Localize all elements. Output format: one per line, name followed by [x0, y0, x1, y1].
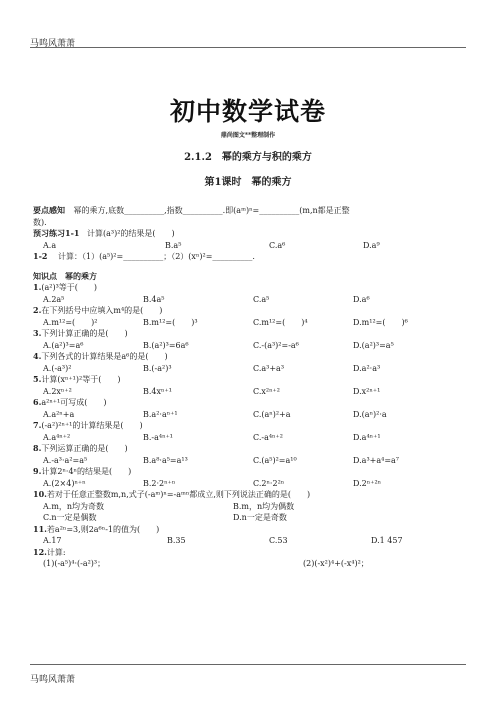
option: C.(a⁵)²=a¹⁰: [253, 455, 297, 465]
option: A.a²ⁿ+a: [43, 409, 75, 419]
option: D.a³+a⁴=a⁷: [353, 455, 400, 465]
option: C.a⁵: [253, 294, 270, 304]
option: B.a⁸·a⁵=a¹³: [143, 455, 188, 465]
option: A.2xⁿ⁺²: [43, 386, 72, 396]
practice-label: 1-2: [33, 251, 48, 261]
question-5: [33, 374, 473, 386]
page-header: 马鸣风萧萧: [30, 39, 76, 49]
question-stem: (-a²)²ⁿ⁺¹的计算结果是( ): [41, 421, 143, 430]
option: C.-(a³)²=-a⁶: [253, 340, 299, 350]
question-stem: 下列各式的计算结果是a⁶的是( ): [41, 352, 168, 361]
intro-label: 要点感知: [33, 205, 65, 215]
option: C.a⁶: [269, 240, 286, 250]
question-stem: 计算(xⁿ⁺¹)²等于( ): [41, 375, 121, 384]
option: C.-a⁴ⁿ⁺²: [253, 432, 283, 442]
document-subtitle: 鼎尚图文**整理制作: [220, 132, 276, 139]
option: A.17: [43, 536, 62, 545]
option: D.(aⁿ)²·a: [353, 409, 387, 419]
question-7-options: [33, 432, 473, 444]
question-8-options: [33, 455, 473, 467]
option: B.2·2ⁿ⁺ⁿ: [143, 478, 176, 488]
question-9: [33, 466, 473, 478]
option: D.a⁹: [363, 240, 380, 250]
question-4-options: [33, 363, 473, 375]
section-title: 2.1.2 幂的乘方与积的乘方: [184, 152, 312, 163]
question-1-options: [33, 294, 473, 306]
option: D.x²ⁿ⁺¹: [353, 386, 381, 396]
intro-text-cont: 数).: [33, 217, 47, 227]
question-number: 8.: [33, 443, 42, 453]
question-9-options: [33, 478, 473, 490]
question-10-options-a: [33, 501, 473, 513]
practice-1-1: [33, 228, 473, 240]
option: D.1 457: [371, 536, 403, 545]
option: D.2ⁿ⁺²ⁿ: [353, 478, 382, 488]
question-number: 6.: [33, 397, 42, 407]
option: B.(a²)³=6a⁶: [143, 340, 189, 350]
question-number: 7.: [33, 420, 42, 430]
question-3: [33, 328, 473, 340]
sub-question: (2)(-x²)⁴+(-x⁴)²；: [303, 559, 369, 568]
option: A.a: [43, 240, 57, 250]
question-3-options: [33, 340, 473, 352]
question-11: [33, 524, 473, 536]
question-stem: 计算:: [46, 547, 66, 557]
option: A.m，n均为奇数: [43, 501, 105, 511]
option: B.(-a²)³: [143, 363, 172, 373]
intro-line-1-cont: [33, 217, 473, 229]
question-number: 11.: [33, 523, 47, 534]
question-number: 12.: [33, 546, 47, 557]
practice-label: 预习练习1-1: [33, 228, 80, 238]
question-6: [33, 397, 473, 409]
option: A.a⁴ⁿ⁺²: [43, 432, 71, 442]
question-10-options-b: [33, 512, 473, 524]
option: D.(a²)³=a⁵: [353, 340, 394, 350]
option: C.2ⁿ·2²ⁿ: [253, 478, 285, 488]
option: B.4a⁵: [143, 294, 165, 304]
question-12-parts: [33, 558, 473, 570]
option: B.4xⁿ⁺¹: [143, 386, 172, 396]
question-stem: 计算2ⁿ·4ⁿ的结果是( ): [41, 467, 132, 476]
document-body: [33, 205, 473, 570]
footer-rule: [30, 664, 466, 665]
option: C.(aⁿ)²+a: [253, 409, 291, 419]
question-10: [33, 489, 473, 501]
practice-stem: 计算：（1）(a⁵)²=__________；（2）(xⁿ)²=__________.: [58, 252, 255, 261]
question-1: [33, 282, 473, 294]
option: C.53: [269, 536, 288, 545]
page-footer: 马鸣风萧萧: [30, 675, 76, 685]
question-8: [33, 443, 473, 455]
question-number: 9.: [33, 466, 42, 476]
option: B.a⁵: [165, 240, 182, 250]
option: D.m¹²=( )⁶: [353, 317, 408, 327]
knowledge-heading: 知识点 幂的乘方: [33, 270, 97, 281]
question-2: [33, 305, 473, 317]
question-4: [33, 351, 473, 363]
option: A.(2×4)ⁿ⁺ⁿ: [43, 478, 86, 488]
option: A.2a⁵: [43, 294, 65, 304]
sub-question: (1)(-a⁵)⁴·(-a²)³；: [43, 559, 106, 568]
practice-stem: 计算(a³)²的结果是( ): [87, 229, 175, 238]
lesson-title: 第1课时 幂的乘方: [204, 177, 292, 188]
question-5-options: [33, 386, 473, 398]
question-stem: 若a²ⁿ=3,则2a⁶ⁿ-1的值为( ): [46, 524, 160, 534]
question-number: 10.: [33, 489, 47, 499]
option: A.(a²)³=a⁶: [43, 340, 84, 350]
option: B.a²·aⁿ⁺¹: [143, 409, 178, 419]
option: D.n一定是奇数: [233, 513, 287, 522]
document-title: 初中数学试卷: [169, 97, 326, 126]
option: B.35: [167, 536, 186, 545]
question-number: 2.: [33, 305, 42, 315]
option: B.m¹²=( )³: [143, 317, 198, 327]
option: C.n一定是偶数: [43, 513, 97, 522]
intro-text: 幂的乘方,底数__________,指数__________.即(aᵐ)ⁿ=__________(m,n都是正整: [73, 206, 350, 215]
intro-line-1: [33, 205, 473, 217]
question-list: [33, 282, 473, 489]
question-11-options: [33, 535, 473, 547]
question-number: 5.: [33, 374, 42, 384]
question-12: [33, 547, 473, 559]
question-number: 1.: [33, 282, 42, 292]
option: B.-a⁴ⁿ⁺¹: [143, 432, 173, 442]
option: B.m，n均为偶数: [233, 501, 295, 511]
option: A.(-a³)²: [43, 363, 72, 373]
question-stem: 下列计算正确的是( ): [41, 329, 128, 338]
practice-1-2: [33, 251, 473, 263]
option: C.m¹²=( )⁴: [253, 317, 308, 327]
option: D.a²·a³: [353, 363, 381, 373]
question-stem: (a²)³等于( ): [41, 283, 98, 292]
question-stem: a²ⁿ⁺¹可写成( ): [41, 398, 107, 407]
question-7: [33, 420, 473, 432]
question-stem: 若对于任意正整数m,n,式子(-aᵐ)ⁿ=-aᵐⁿ都成立,则下列说法正确的是( ): [46, 490, 311, 499]
practice-1-1-options: [33, 240, 473, 252]
question-stem: 下列运算正确的是( ): [41, 444, 128, 453]
question-stem: 在下列括号中应填入m⁴的是( ): [41, 306, 163, 315]
option: C.x²ⁿ⁺²: [253, 386, 280, 396]
question-2-options: [33, 317, 473, 329]
option: D.a⁶: [353, 294, 370, 304]
header-rule: [30, 47, 466, 48]
option: A.-a³·a²=a⁵: [43, 455, 88, 465]
option: A.m¹²=( )²: [43, 317, 98, 327]
question-number: 4.: [33, 351, 42, 361]
question-6-options: [33, 409, 473, 421]
question-number: 3.: [33, 328, 42, 338]
option: C.a³+a³: [253, 363, 285, 373]
option: D.a⁴ⁿ⁺¹: [353, 432, 381, 442]
